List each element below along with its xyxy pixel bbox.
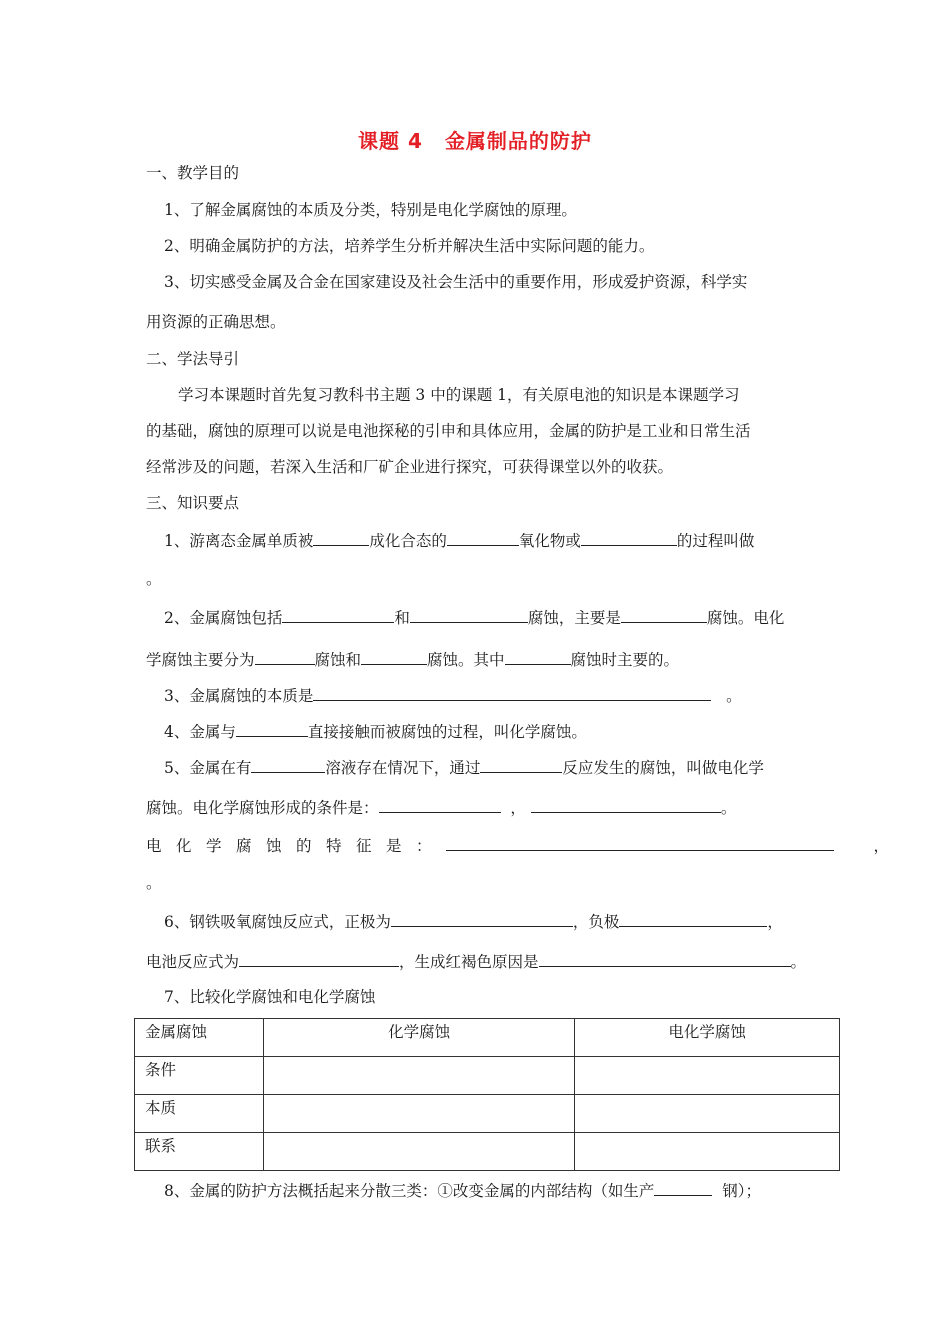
blank[interactable]	[619, 910, 767, 927]
table-header: 化学腐蚀	[263, 1019, 575, 1057]
blank[interactable]	[446, 834, 834, 851]
table-row	[135, 1133, 840, 1171]
row-label: 本质	[135, 1095, 264, 1133]
comparison-table	[134, 1018, 840, 1171]
table-cell[interactable]	[575, 1095, 840, 1133]
table-header-row	[135, 1019, 840, 1057]
blank[interactable]	[255, 648, 315, 665]
question-1-end: 。	[146, 570, 162, 588]
blank[interactable]	[236, 720, 308, 737]
question-5-cont: 腐蚀。电化学腐蚀形成的条件是： ， 。	[146, 796, 736, 818]
guide-line-1: 学习本课题时首先复习教科书主题 3 中的课题 1，有关原电池的知识是本课题学习	[178, 386, 740, 404]
question-5: 5、金属在有 溶液存在情况下，通过 反应发生的腐蚀，叫做电化学	[164, 756, 764, 778]
row-label: 联系	[135, 1133, 264, 1171]
blank[interactable]	[410, 606, 528, 623]
objective-2: 2、明确金属防护的方法，培养学生分析并解决生活中实际问题的能力。	[164, 237, 655, 255]
blank[interactable]	[379, 796, 501, 813]
question-3: 3、金属腐蚀的本质是 。	[164, 684, 742, 706]
section-heading-3: 三、知识要点	[146, 494, 240, 512]
blank[interactable]	[505, 648, 571, 665]
blank[interactable]	[391, 910, 573, 927]
table-cell[interactable]	[575, 1057, 840, 1095]
section-heading-2: 二、学法导引	[146, 350, 240, 368]
question-8: 8、金属的防护方法概括起来分散三类：①改变金属的内部结构（如生产 钢）；	[164, 1179, 761, 1201]
guide-line-2: 的基础，腐蚀的原理可以说是电池探秘的引申和具体应用，金属的防护是工业和日常生活	[146, 422, 751, 440]
blank[interactable]	[480, 756, 562, 773]
question-2: 2、金属腐蚀包括 和 腐蚀，主要是 腐蚀。电化	[164, 606, 784, 628]
question-5-feature: 电化学腐蚀的特征是： ，	[146, 834, 889, 856]
blank[interactable]	[282, 606, 394, 623]
page-title: 课题 4 金属制品的防护	[358, 129, 592, 153]
question-1: 1、游离态金属单质被 成化合态的 氧化物或 的过程叫做	[164, 529, 754, 551]
table-cell[interactable]	[263, 1095, 575, 1133]
blank[interactable]	[239, 950, 399, 967]
guide-line-3: 经常涉及的问题，若深入生活和厂矿企业进行探究，可获得课堂以外的收获。	[146, 458, 674, 476]
objective-3: 3、切实感受金属及合金在国家建设及社会生活中的重要作用，形成爱护资源，科学实	[164, 273, 748, 291]
question-5-end: 。	[146, 874, 162, 892]
question-4: 4、金属与 直接接触而被腐蚀的过程，叫化学腐蚀。	[164, 720, 587, 742]
blank[interactable]	[313, 684, 711, 701]
objective-1: 1、了解金属腐蚀的本质及分类，特别是电化学腐蚀的原理。	[164, 201, 577, 219]
section-heading-1: 一、教学目的	[146, 164, 240, 182]
table-cell[interactable]	[575, 1133, 840, 1171]
blank[interactable]	[447, 529, 519, 546]
blank[interactable]	[621, 606, 707, 623]
table-header: 金属腐蚀	[135, 1019, 264, 1057]
blank[interactable]	[361, 648, 427, 665]
table-cell[interactable]	[263, 1057, 575, 1095]
question-7: 7、比较化学腐蚀和电化学腐蚀	[164, 988, 376, 1006]
blank[interactable]	[654, 1179, 712, 1196]
question-6: 6、钢铁吸氧腐蚀反应式，正极为 ，负极 ，	[164, 910, 783, 932]
blank[interactable]	[581, 529, 677, 546]
question-6-cont: 电池反应式为 ，生成红褐色原因是 。	[146, 950, 806, 972]
table-row	[135, 1095, 840, 1133]
blank[interactable]	[251, 756, 325, 773]
row-label: 条件	[135, 1057, 264, 1095]
objective-3-cont: 用资源的正确思想。	[146, 313, 286, 331]
blank[interactable]	[531, 796, 721, 813]
question-2-cont: 学腐蚀主要分为 腐蚀和 腐蚀。其中 腐蚀时主要的。	[146, 648, 679, 670]
blank[interactable]	[313, 529, 369, 546]
blank[interactable]	[539, 950, 791, 967]
table-cell[interactable]	[263, 1133, 575, 1171]
table-header: 电化学腐蚀	[575, 1019, 840, 1057]
table-row	[135, 1057, 840, 1095]
